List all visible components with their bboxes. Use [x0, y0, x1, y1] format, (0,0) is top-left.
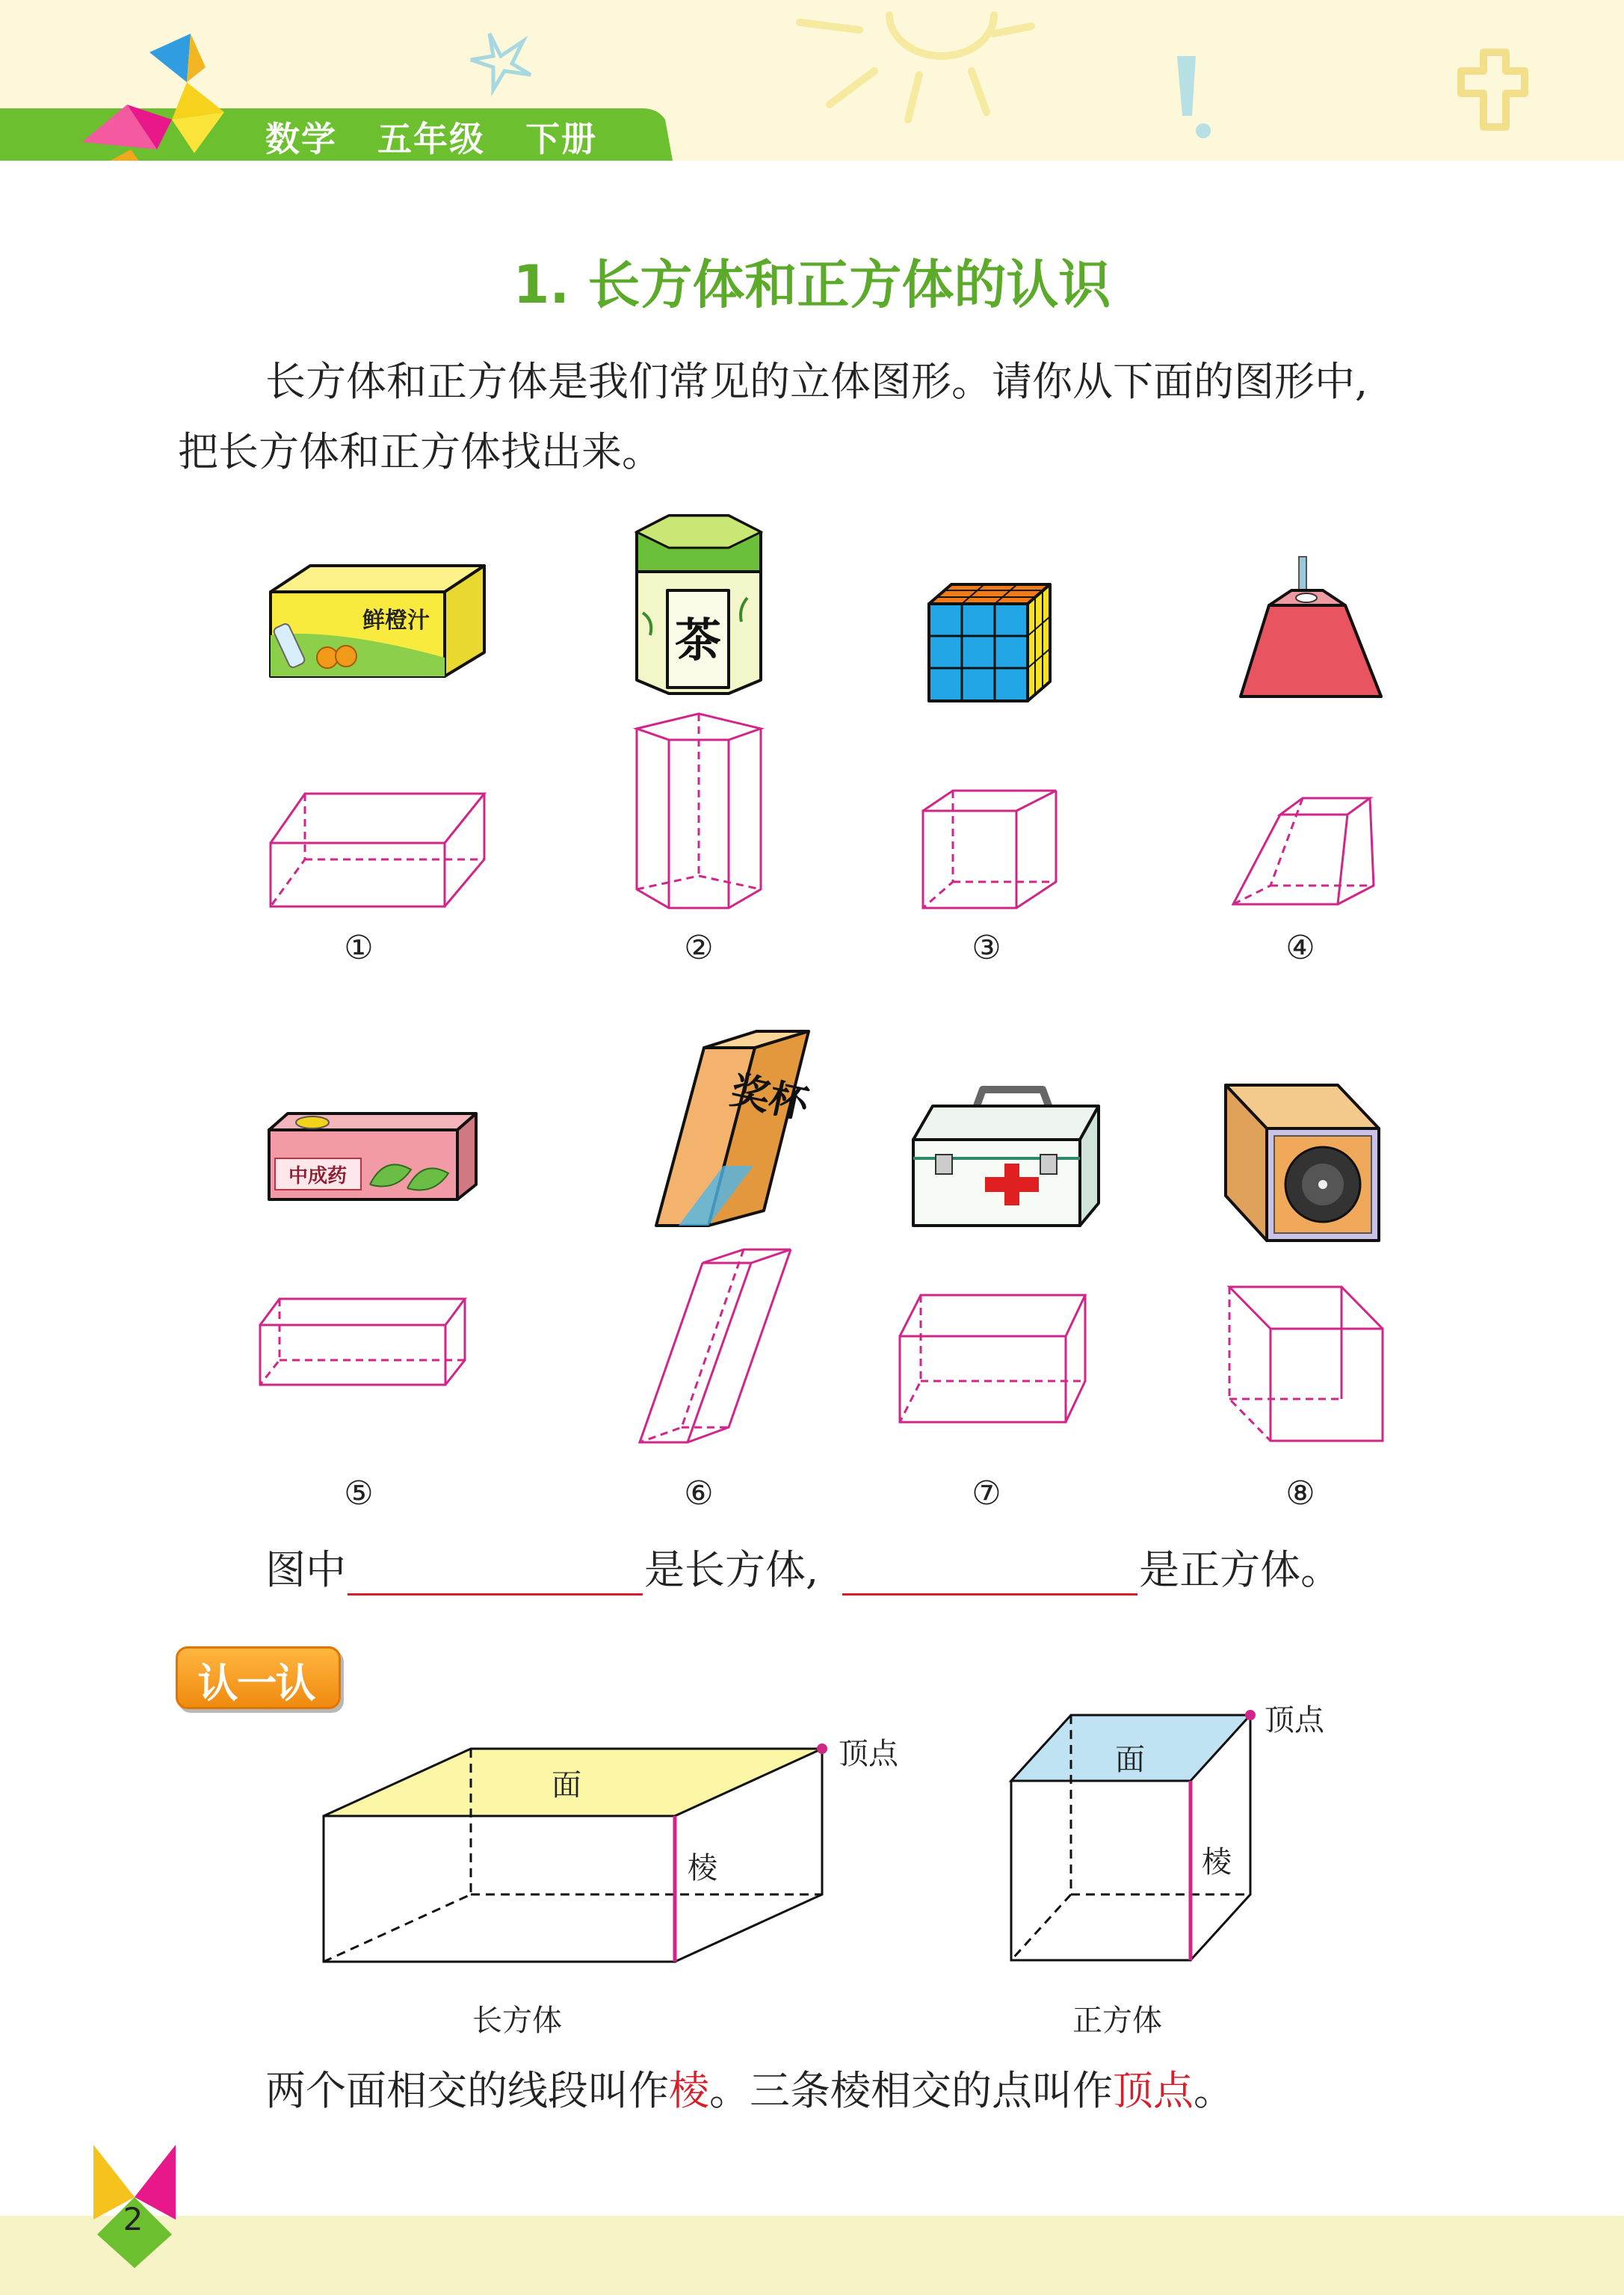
tea-tin-label: 茶 — [674, 613, 722, 667]
definition-part-1: 两个面相交的线段叫作 — [265, 2067, 669, 2114]
grade-label: 数学 五年级 下册 — [265, 119, 598, 159]
answer-suffix: 是正方体。 — [1139, 1546, 1342, 1593]
figure-number-2: ② — [684, 929, 714, 967]
hexagonal-tea-tin-icon — [637, 516, 761, 694]
figure-number-8: ⑧ — [1285, 1474, 1315, 1513]
definition-text — [265, 2059, 1234, 2116]
cuboid-face-label: 面 — [552, 1768, 581, 1803]
section-badge-label: 认一认 — [197, 1660, 315, 1707]
wireframe-slanted-prism-6 — [640, 1250, 791, 1442]
figure-number-3: ③ — [972, 929, 1001, 967]
figure-number-5: ⑤ — [344, 1474, 374, 1513]
footer-band — [0, 2216, 1624, 2295]
juice-box-label: 鲜橙汁 — [362, 608, 430, 634]
juice-box-icon — [271, 566, 484, 676]
figure-number-4: ④ — [1285, 929, 1315, 967]
wireframe-cuboid-7 — [900, 1295, 1085, 1422]
term-edge: 棱 — [669, 2067, 709, 2114]
wireframe-cube-8 — [1229, 1287, 1383, 1441]
wireframe-cuboid-5 — [260, 1299, 465, 1385]
intro-line-2: 把长方体和正方体找出来。 — [178, 428, 662, 475]
figure-number-7: ⑦ — [972, 1474, 1001, 1513]
definition-part-2: 。三条棱相交的点叫作 — [709, 2067, 1113, 2114]
cuboid-vertex-label: 顶点 — [839, 1737, 898, 1771]
answer-middle: 是长方体, — [644, 1546, 819, 1593]
cube-caption: 正方体 — [1072, 2004, 1162, 2038]
intro-line-1: 长方体和正方体是我们常见的立体图形。请你从下面的图形中, — [265, 358, 1368, 405]
medicine-box-icon — [269, 1113, 476, 1199]
lesson-title: 1. 长方体和正方体的认识 — [513, 254, 1111, 315]
trophy-box-icon — [656, 1031, 813, 1226]
medicine-box-label: 中成药 — [288, 1165, 348, 1187]
cube-edge-label: 棱 — [1202, 1845, 1232, 1879]
wireframe-cube-3 — [923, 791, 1056, 908]
cube-face-label: 面 — [1115, 1743, 1145, 1777]
wireframe-frustum-4 — [1233, 798, 1374, 904]
cuboid-edge-label: 棱 — [688, 1851, 717, 1885]
term-vertex: 顶点 — [1113, 2067, 1194, 2114]
cuboid-answer-blank[interactable] — [348, 1548, 643, 1596]
frustum-weight-icon — [1241, 557, 1381, 696]
figure-number-1: ① — [344, 929, 374, 967]
answer-prefix: 图中 — [265, 1546, 346, 1593]
trophy-box-label: 奖杯 — [726, 1068, 812, 1128]
rubik-cube-icon — [929, 584, 1050, 701]
first-aid-kit-icon — [913, 1090, 1099, 1226]
page-number: 2 — [123, 2201, 143, 2237]
speaker-box-icon — [1226, 1085, 1379, 1241]
cube-vertex-label: 顶点 — [1265, 1703, 1324, 1738]
definition-part-3: 。 — [1194, 2067, 1234, 2114]
wireframe-hexagonal-prism-2 — [637, 714, 761, 908]
wireframe-cuboid-1 — [271, 794, 484, 906]
cube-answer-blank[interactable] — [842, 1548, 1137, 1596]
cuboid-caption: 长方体 — [472, 2004, 562, 2038]
figure-number-6: ⑥ — [684, 1474, 714, 1513]
answer-line — [265, 1538, 1341, 1596]
labeled-diagrams — [0, 1644, 1624, 2018]
